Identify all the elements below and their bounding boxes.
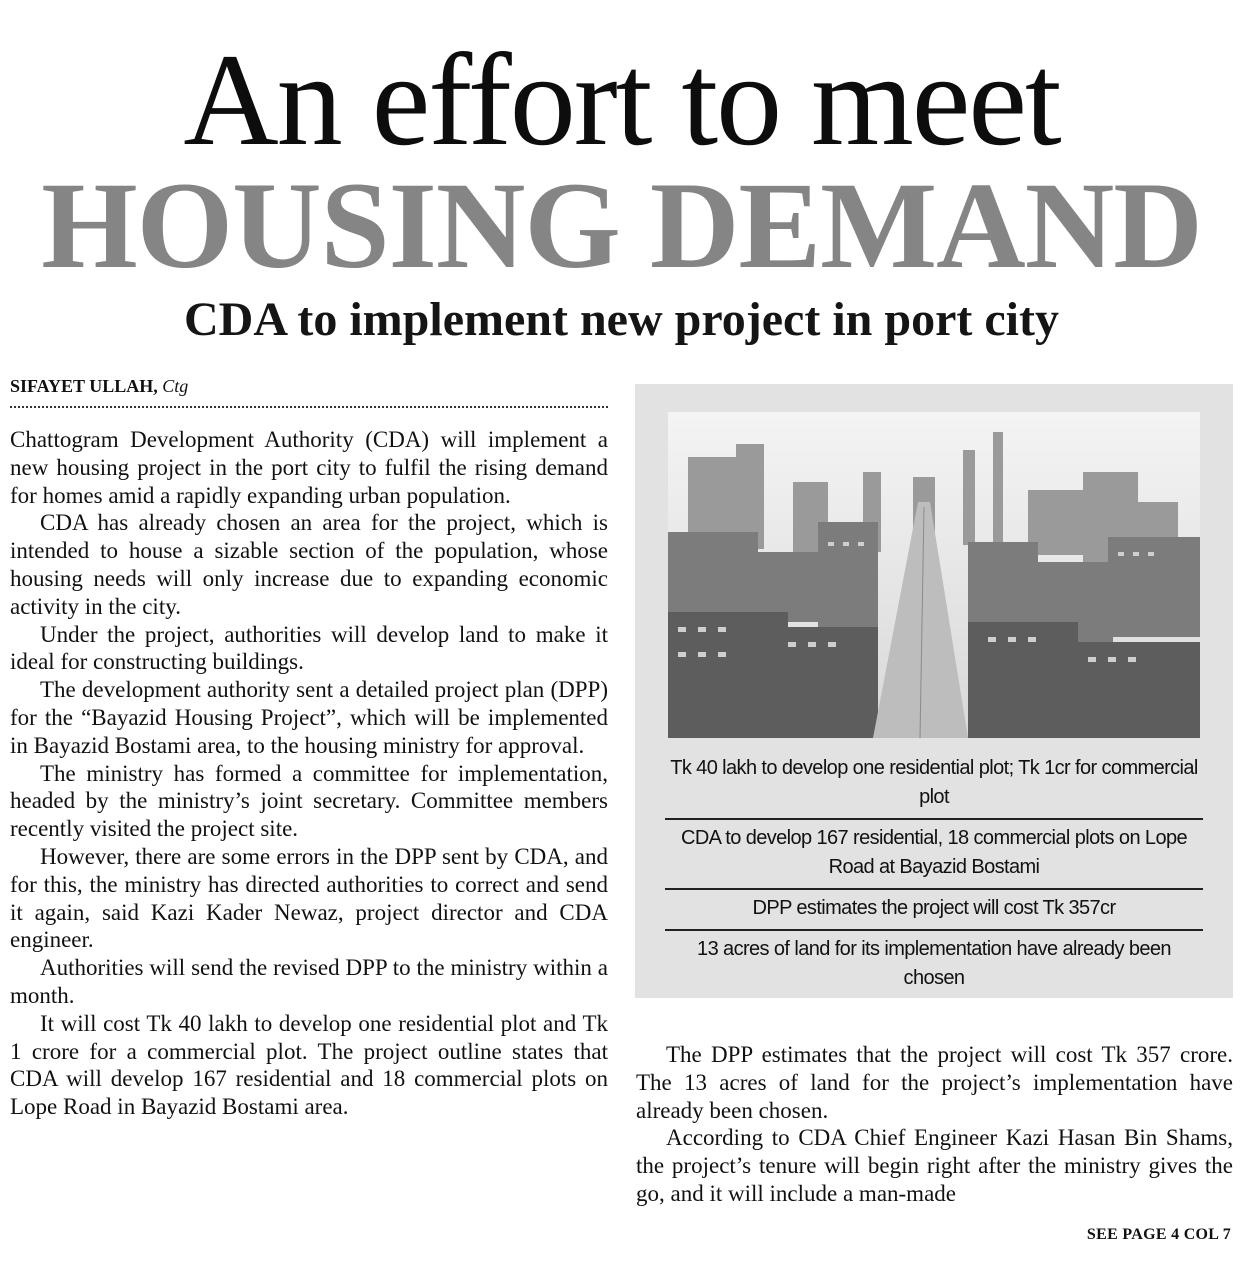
continued-jump-line: SEE PAGE 4 COL 7 xyxy=(1086,1226,1231,1243)
paragraph: The development authority sent a detailed project plan (DPP) for the “Bayazid Housing Project”, which will be implemented in Bayazid Bostami area, to the housing ministry for approval. xyxy=(10,677,608,758)
paragraph: According to CDA Chief Engineer Kazi Hasan Bin Shams, the project’s tenure will begin right after the ministry gives the go, and it will include a man-made xyxy=(636,1125,1233,1206)
paragraph: However, there are some errors in the DPP sent by CDA, and for this, the ministry has directed authorities to correct and send it again, said Kazi Kader Newaz, project director and CDA engineer. xyxy=(10,843,608,953)
headline-line-2: HOUSING DEMAND xyxy=(41,157,1202,294)
fact-item: DPP estimates the project will cost Tk 357cr xyxy=(665,888,1203,929)
byline-author: SIFAYET ULLAH, xyxy=(10,376,158,396)
paragraph: Under the project, authorities will develop land to make it ideal for constructing buildings. xyxy=(10,621,608,675)
fact-item: CDA to develop 167 residential, 18 commercial plots on Lope Road at Bayazid Bostami xyxy=(665,818,1203,888)
fact-item: Tk 40 lakh to develop one residential plot; Tk 1cr for commercial plot xyxy=(670,757,1198,808)
fact-box xyxy=(635,384,1233,998)
paragraph: CDA has already chosen an area for the project, which is intended to house a sizable section of the population, whose housing needs will only increase due to expanding economic activity in the city. xyxy=(10,510,608,619)
article-body-right-column xyxy=(636,1041,1233,1208)
subheadline: CDA to implement new project in port city xyxy=(184,293,1059,346)
paragraph: The ministry has formed a committee for implementation, headed by the ministry’s joint secretary. Committee members recently visited the project site. xyxy=(10,760,608,842)
fact-item: 13 acres of land for its implementation have already been chosen xyxy=(665,929,1203,999)
paragraph: The DPP estimates that the project will cost Tk 357 crore. The 13 acres of land for the project’s implementation have already been chosen. xyxy=(636,1042,1233,1123)
headline-line-1: An effort to meet xyxy=(183,26,1060,173)
paragraph: Chattogram Development Authority (CDA) will implement a new housing project in the port city to fulfil the rising demand for homes amid a rapidly expanding urban population. xyxy=(10,427,608,508)
paragraph: Authorities will send the revised DPP to the ministry within a month. xyxy=(10,955,608,1008)
city-skyline-photo xyxy=(668,412,1200,738)
fact-list xyxy=(665,750,1203,999)
byline xyxy=(10,374,608,408)
paragraph: It will cost Tk 40 lakh to develop one residential plot and Tk 1 crore for a commercial plot. The project outline states that CDA will develop 167 residential and 18 commercial plots on Lope Road in Bayazid Bostami area. xyxy=(10,1010,608,1120)
byline-location: Ctg xyxy=(162,376,189,396)
article-body-left-column xyxy=(10,426,608,1121)
